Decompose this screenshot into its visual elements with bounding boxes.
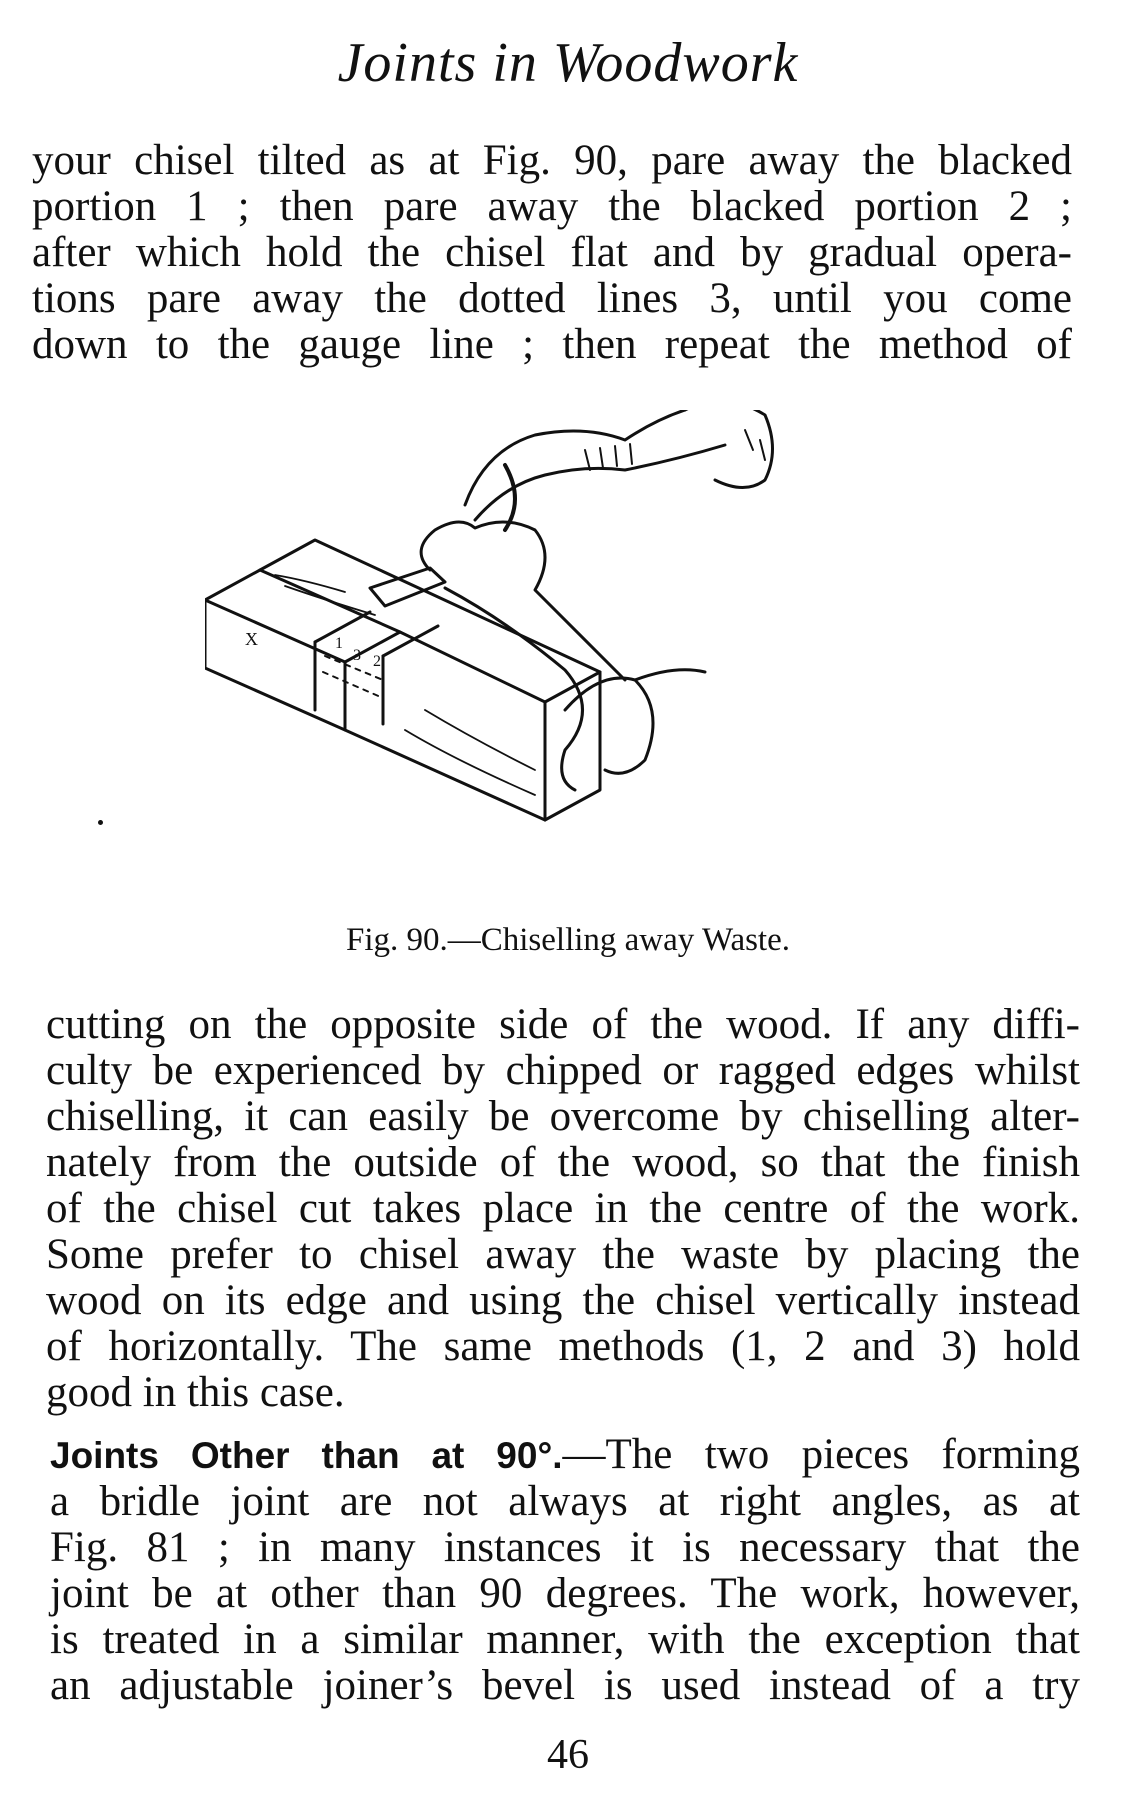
figure-90-illustration xyxy=(205,410,905,910)
paragraph-2 xyxy=(46,1002,1080,1416)
label-1: 1 xyxy=(335,635,343,652)
paragraph-1 xyxy=(32,138,1072,368)
text-line: your chisel tilted as at Fig. 90, pare away the blacked xyxy=(32,137,1072,184)
text-line: wood on its edge and using the chisel vertically instead xyxy=(46,1277,1080,1324)
page-number: 46 xyxy=(547,1732,589,1778)
text-line: nately from the outside of the wood, so that the finish xyxy=(46,1139,1080,1186)
label-x: X xyxy=(245,629,258,649)
heading-line-rest: —The two pieces forming xyxy=(562,1431,1080,1478)
label-2: 2 xyxy=(373,653,381,670)
section-heading: Joints Other than at 90°. xyxy=(50,1435,563,1476)
text-line: tions pare away the dotted lines 3, until you come xyxy=(32,275,1072,322)
text-line: Some prefer to chisel away the waste by placing the xyxy=(46,1231,1080,1278)
paragraph-3 xyxy=(50,1432,1080,1709)
text-line: an adjustable joiner’s bevel is used instead of a try xyxy=(50,1662,1080,1709)
stray-ink-dot xyxy=(98,820,103,825)
text-line: of horizontally. The same methods (1, 2 and 3) hold xyxy=(46,1323,1080,1370)
figure-caption: Fig. 90.—Chiselling away Waste. xyxy=(345,922,791,958)
text-line: Fig. 81 ; in many instances it is necessary that the xyxy=(50,1524,1080,1571)
text-line: after which hold the chisel flat and by gradual opera- xyxy=(32,229,1072,276)
text-line: a bridle joint are not always at right angles, as at xyxy=(50,1478,1080,1525)
label-3: 3 xyxy=(353,647,361,664)
text-line xyxy=(50,1432,1080,1479)
text-line: down to the gauge line ; then repeat the method of xyxy=(32,321,1072,368)
text-line: cutting on the opposite side of the wood. If any diffi- xyxy=(46,1001,1080,1048)
text-line: is treated in a similar manner, with the exception that xyxy=(50,1616,1080,1663)
text-line: joint be at other than 90 degrees. The work, however, xyxy=(50,1570,1080,1617)
running-title: Joints in Woodwork xyxy=(337,32,799,94)
chiselling-drawing xyxy=(205,410,905,910)
text-line: chiselling, it can easily be overcome by chiselling alter- xyxy=(46,1093,1080,1140)
text-line: good in this case. xyxy=(46,1369,345,1416)
text-line: of the chisel cut takes place in the centre of the work. xyxy=(46,1185,1080,1232)
text-line: culty be experienced by chipped or ragged edges whilst xyxy=(46,1047,1080,1094)
text-line: portion 1 ; then pare away the blacked portion 2 ; xyxy=(32,183,1072,230)
